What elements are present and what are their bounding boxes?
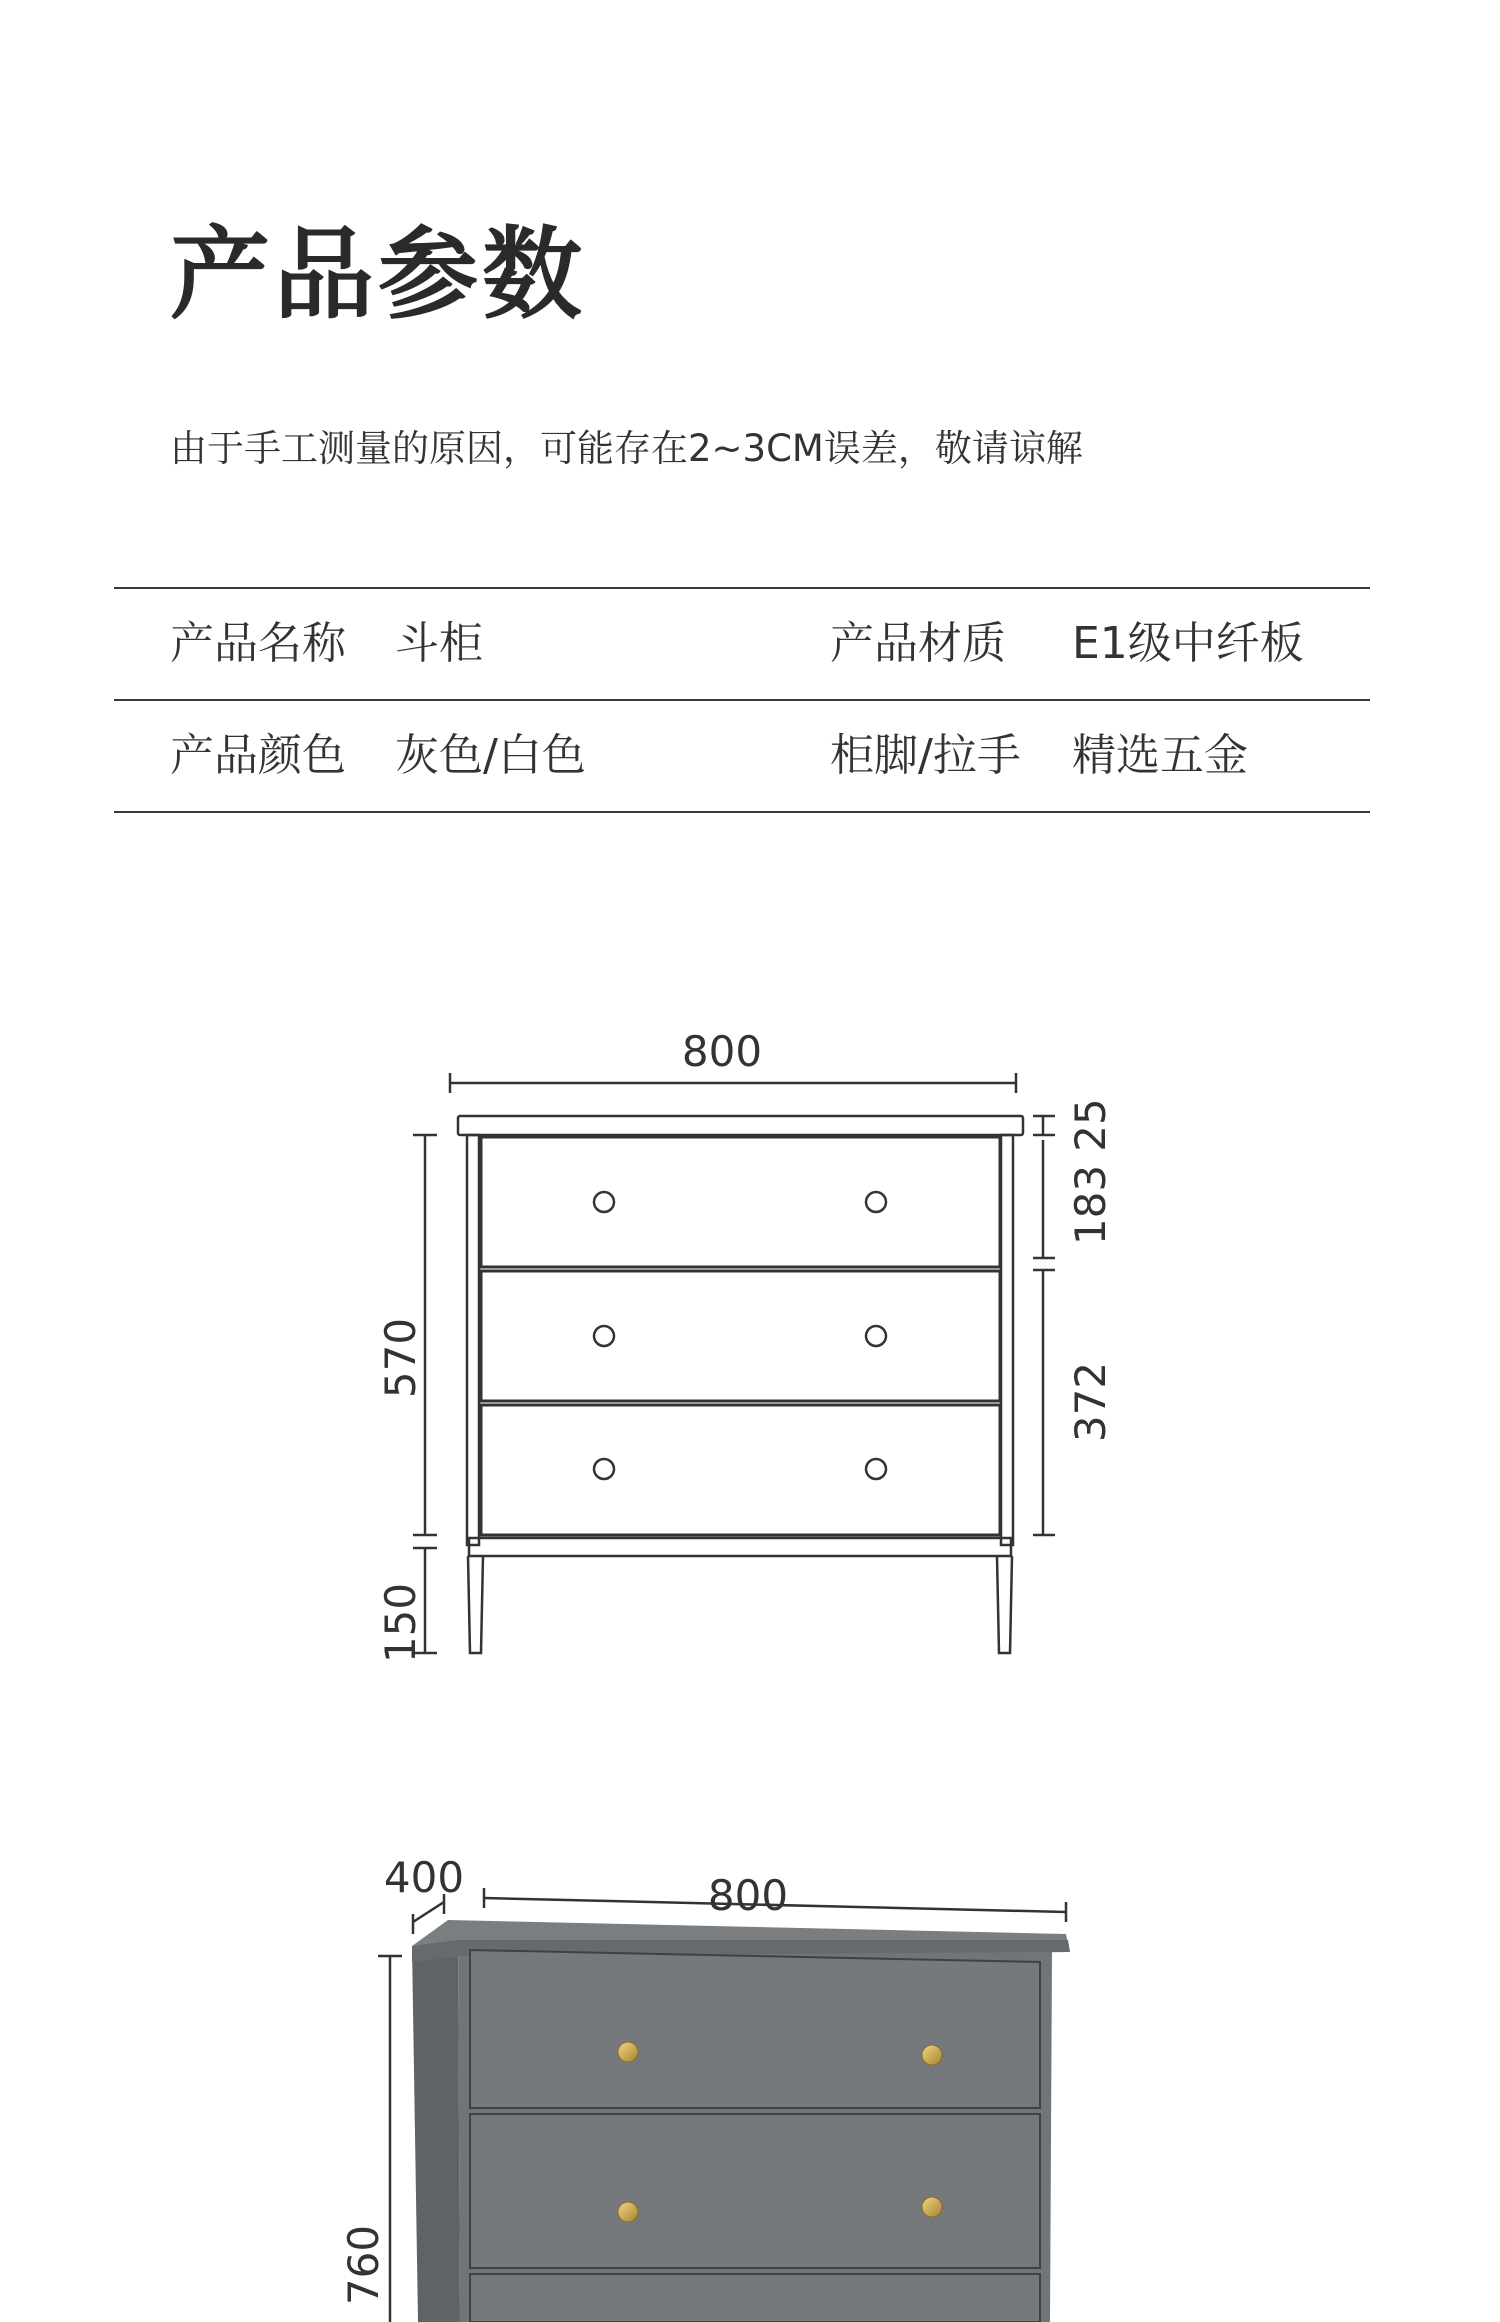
gold-knob-icon bbox=[922, 2045, 942, 2065]
measurement-note: 由于手工测量的原因，可能存在2~3CM误差，敬请谅解 bbox=[170, 427, 1083, 470]
top-thickness-label: 25 bbox=[1066, 1098, 1115, 1152]
spec-value-name: 斗柜 bbox=[395, 618, 483, 669]
perspective-depth-line bbox=[413, 1902, 444, 1922]
gold-knob-icon bbox=[618, 2042, 638, 2062]
perspective-drawer-2 bbox=[470, 2114, 1040, 2268]
gold-knob-icon bbox=[922, 2197, 942, 2217]
spec-label-name: 产品名称 bbox=[170, 618, 346, 669]
spec-value-material: E1级中纤板 bbox=[1072, 618, 1304, 669]
spec-value-hardware: 精选五金 bbox=[1072, 730, 1248, 781]
cabinet-side bbox=[412, 1936, 460, 2322]
perspective-drawer-3 bbox=[470, 2274, 1040, 2322]
perspective-height-label: 760 bbox=[339, 2224, 388, 2306]
leg-height-label: 150 bbox=[376, 1582, 425, 1664]
spec-label-material: 产品材质 bbox=[830, 618, 1006, 669]
body-height-label: 570 bbox=[376, 1317, 425, 1399]
gold-knob-icon bbox=[618, 2202, 638, 2222]
perspective-drawer-1 bbox=[470, 1950, 1040, 2108]
lower-drawers-height-label: 372 bbox=[1066, 1361, 1115, 1443]
perspective-depth-label: 400 bbox=[383, 1853, 465, 1902]
spec-label-color: 产品颜色 bbox=[170, 730, 346, 781]
spec-label-hardware: 柜脚/拉手 bbox=[830, 730, 1021, 781]
drawer-height-label: 183 bbox=[1066, 1164, 1115, 1246]
perspective-width-label: 800 bbox=[707, 1871, 789, 1920]
width-label: 800 bbox=[681, 1027, 763, 1076]
spec-value-color: 灰色/白色 bbox=[395, 730, 586, 781]
page-title: 产品参数 bbox=[170, 216, 586, 333]
